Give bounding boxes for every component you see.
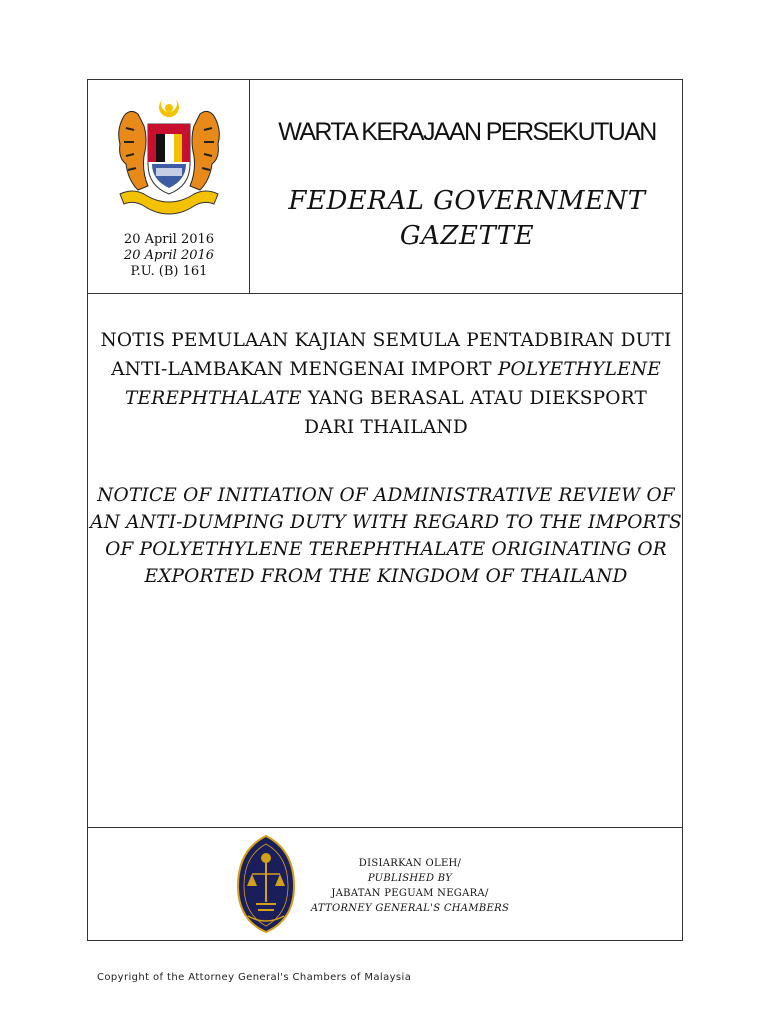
date-block xyxy=(88,232,250,280)
notice-ms-line3-text: YANG BERASAL ATAU DIEKSPORT xyxy=(301,388,648,409)
gazette-cover xyxy=(87,79,683,941)
copyright-notice: Copyright of the Attorney General's Chambers of Malaysia xyxy=(97,972,412,983)
gazette-reference: P.U. (B) 161 xyxy=(130,264,208,279)
notice-title-malay xyxy=(88,326,684,442)
date-ms: 20 April 2016 xyxy=(123,232,215,247)
notice-ms-line4: DARI THAILAND xyxy=(304,417,468,438)
agency-en: ATTORNEY GENERAL'S CHAMBERS xyxy=(310,903,510,914)
notice-title-english xyxy=(88,482,684,590)
published-by-en: PUBLISHED BY xyxy=(367,873,453,884)
attorney-general-chambers-logo-icon xyxy=(236,834,296,934)
header-left-panel xyxy=(88,80,250,293)
title-english-line1: FEDERAL GOVERNMENT xyxy=(288,186,646,216)
title-english-line2: GAZETTE xyxy=(399,221,535,251)
notice-en-line1: NOTICE OF INITIATION OF ADMINISTRATIVE REVIEW OF xyxy=(97,485,675,506)
notice-ms-line1: NOTIS PEMULAAN KAJIAN SEMULA PENTADBIRAN DUTI xyxy=(100,330,672,351)
publisher-block xyxy=(310,856,510,916)
notice-ms-line2 xyxy=(88,355,684,384)
published-by-ms: DISIARKAN OLEH/ xyxy=(358,858,462,869)
agency-ms: JABATAN PEGUAM NEGARA/ xyxy=(331,888,489,899)
footer-divider xyxy=(88,827,682,828)
notice-en-line4: EXPORTED FROM THE KINGDOM OF THAILAND xyxy=(144,566,628,587)
notice-en-line2: AN ANTI-DUMPING DUTY WITH REGARD TO THE IMPORTS xyxy=(90,512,682,533)
notice-ms-line3-italic: TEREPHTHALATE xyxy=(124,388,302,409)
notice-ms-line2-italic: POLYETHYLENE xyxy=(497,359,661,380)
notice-ms-line3 xyxy=(88,384,684,413)
date-en: 20 April 2016 xyxy=(123,248,215,263)
title-malay: WARTA KERAJAAN PERSEKUTUAN xyxy=(278,118,656,146)
notice-ms-line2-text: ANTI-LAMBAKAN MENGENAI IMPORT xyxy=(111,359,498,380)
title-english xyxy=(250,184,684,254)
header-divider xyxy=(88,293,682,294)
malaysia-coat-of-arms-icon xyxy=(110,94,228,216)
notice-en-line3: OF POLYETHYLENE TEREPHTHALATE ORIGINATING OR xyxy=(105,539,667,560)
